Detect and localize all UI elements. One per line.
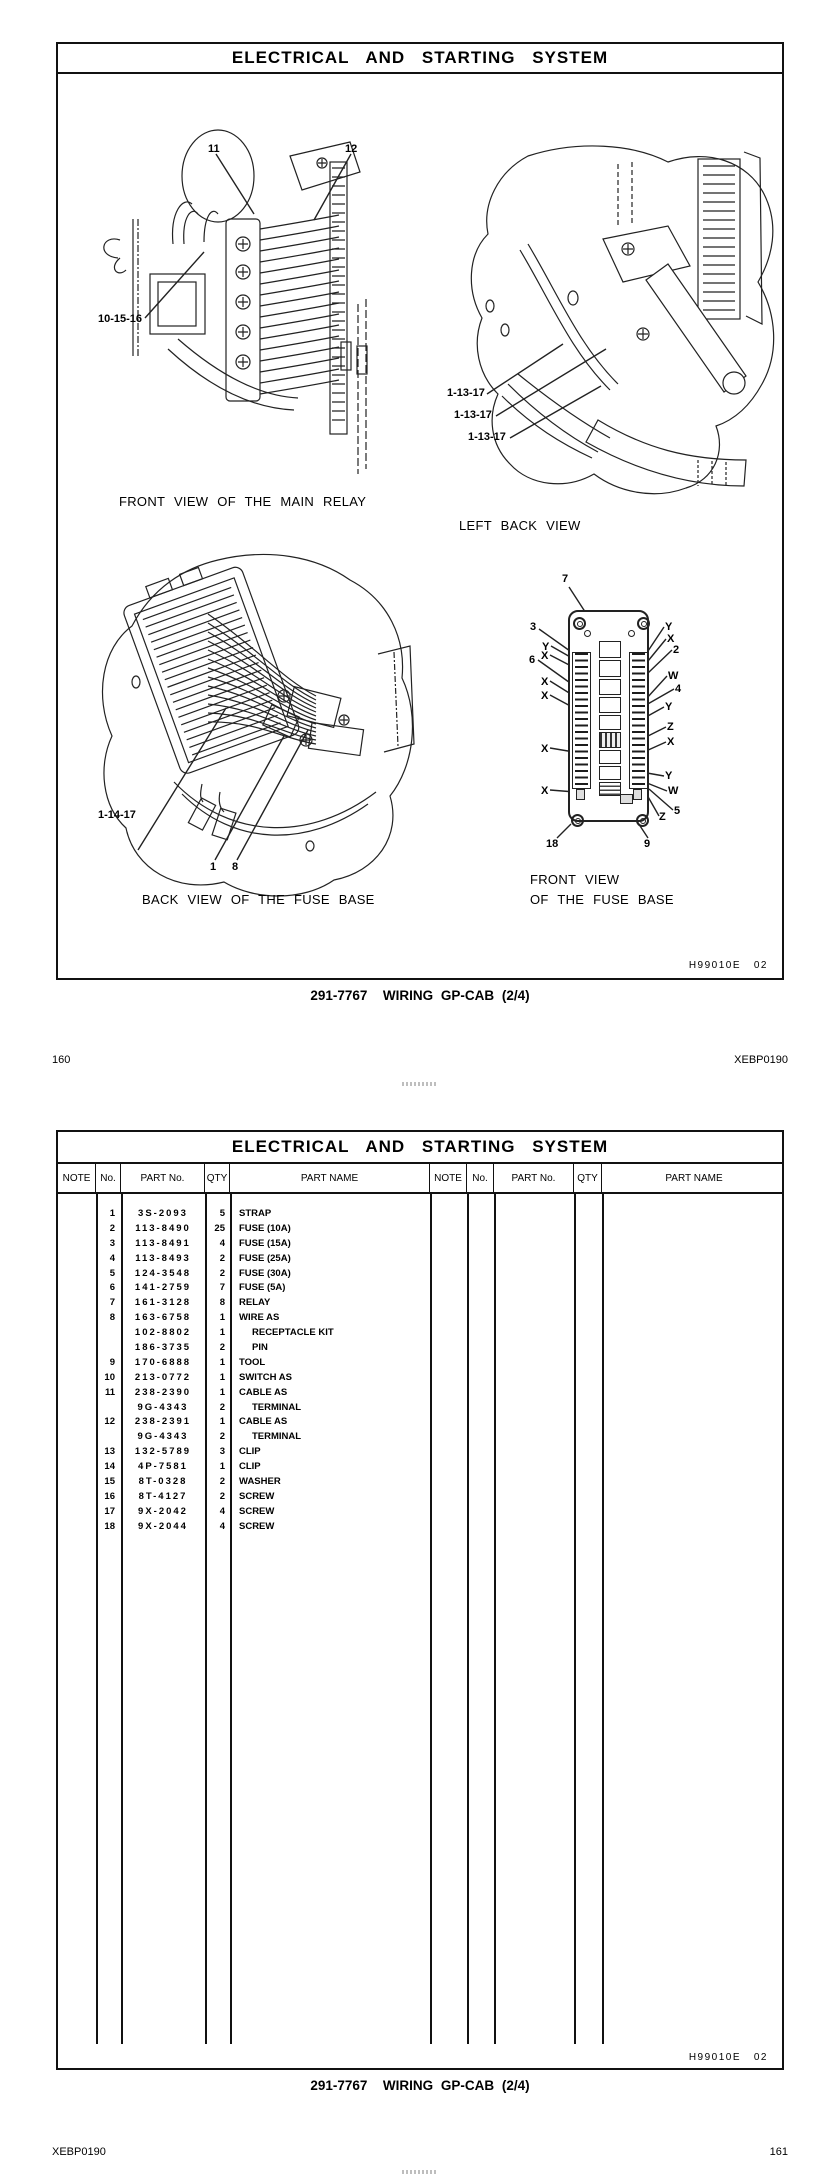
cell-part-name: SCREW (239, 1520, 275, 1532)
cell-part-name: FUSE (10A) (239, 1222, 291, 1234)
print-registration-mark (402, 2170, 438, 2174)
fuse-base-panel (568, 610, 649, 822)
cell-no: 15 (104, 1476, 115, 1488)
cell-part-no: 4P-7581 (138, 1461, 188, 1473)
cell-no: 6 (109, 1282, 115, 1294)
cell-qty: 7 (219, 1282, 225, 1294)
table-row (58, 1460, 782, 1475)
cell-no (96, 1401, 121, 1416)
cell-no: 8 (109, 1312, 115, 1324)
page-number: 161 (769, 2146, 788, 2158)
table-row (58, 1222, 782, 1237)
manual-code: XEBP0190 (52, 2146, 106, 2158)
page-2-caption: 291-7767 WIRING GP-CAB (2/4) (310, 2078, 530, 2093)
cell-no: 12 (104, 1416, 115, 1428)
cell-note (58, 1237, 96, 1252)
page-number: 160 (52, 1054, 71, 1066)
cell-part-no: 186-3735 (134, 1342, 192, 1354)
cell-no: 18 (104, 1520, 115, 1532)
cell-no: 2 (109, 1222, 115, 1234)
caption-left-back-view: LEFT BACK VIEW (459, 518, 581, 533)
cell-note (58, 1505, 96, 1520)
cell-qty: 2 (219, 1401, 225, 1413)
relay-slot (599, 660, 621, 677)
cell-part-name: STRAP (239, 1208, 272, 1219)
cell-qty: 1 (219, 1386, 225, 1398)
cell-note (58, 1356, 96, 1371)
page-1-caption: 291-7767 WIRING GP-CAB (2/4) (310, 988, 530, 1003)
cell-no: 14 (104, 1461, 115, 1473)
table-row (58, 1267, 782, 1282)
cell-no: 11 (104, 1386, 115, 1398)
cell-part-name: RECEPTACLE KIT (252, 1327, 334, 1339)
screw-icon (571, 814, 584, 827)
table-row (58, 1296, 782, 1311)
cell-part-name: TOOL (239, 1356, 266, 1368)
table-row (58, 1475, 782, 1490)
cell-part-no: 9G-4343 (137, 1431, 189, 1443)
drawing-ref-code: H99010E 02 (688, 2052, 768, 2063)
callout-right-11: Z (659, 811, 666, 823)
connector-tab (633, 789, 642, 800)
header-qty-right: QTY (574, 1164, 602, 1192)
page-title: ELECTRICAL AND STARTING SYSTEM (58, 44, 782, 74)
cell-part-name: FUSE (5A) (239, 1282, 286, 1294)
fuse-slot-column-left (572, 652, 591, 789)
cell-note (58, 1267, 96, 1282)
cell-part-no: 213-0772 (134, 1371, 192, 1383)
screw-icon (637, 617, 650, 630)
page-1-diagrams (56, 42, 784, 980)
callout-right-6: Z (667, 721, 674, 733)
cell-qty: 1 (219, 1416, 225, 1428)
callout-1-13-17-a: 1-13-17 (447, 387, 485, 399)
relay-slot (599, 715, 621, 730)
cell-part-no: 9X-2042 (138, 1505, 188, 1517)
cell-note (58, 1460, 96, 1475)
header-qty: QTY (205, 1164, 230, 1192)
callout-1-14-17: 1-14-17 (98, 809, 136, 821)
table-row (58, 1490, 782, 1505)
cell-part-name: SCREW (239, 1490, 275, 1502)
table-row (58, 1341, 782, 1356)
header-no-right: No. (467, 1164, 494, 1192)
callout-right-2: 2 (673, 644, 680, 656)
cell-note (58, 1281, 96, 1296)
callout-11: 11 (208, 143, 220, 155)
callout-right-3: W (668, 670, 679, 682)
page-2-parts-list (56, 1130, 784, 2070)
callout-right-4: 4 (675, 683, 682, 695)
cell-part-no: 238-2390 (134, 1386, 192, 1398)
callout-left-7: X (541, 785, 549, 797)
callout-left-2: X (541, 650, 549, 662)
cell-part-name: WASHER (239, 1476, 281, 1488)
cell-part-no: 9G-4343 (137, 1401, 189, 1413)
cell-qty: 3 (219, 1446, 225, 1458)
cell-note (58, 1475, 96, 1490)
cell-qty: 2 (219, 1490, 225, 1502)
header-part-no-right: PART No. (494, 1164, 574, 1192)
cell-part-name: CLIP (239, 1461, 261, 1473)
cell-note (58, 1520, 96, 1535)
cell-part-name: PIN (252, 1342, 268, 1354)
manual-code: XEBP0190 (734, 1054, 788, 1066)
cell-part-no: 113-8493 (135, 1252, 191, 1264)
table-row (58, 1430, 782, 1445)
callout-right-5: Y (665, 701, 673, 713)
table-row (58, 1415, 782, 1430)
table-row (58, 1311, 782, 1326)
hole-icon (628, 630, 635, 637)
cell-part-name: FUSE (25A) (239, 1252, 291, 1264)
callout-1: 1 (210, 861, 217, 873)
caption-fuse-front-line1: FRONT VIEW (530, 872, 620, 887)
cell-qty: 5 (219, 1208, 225, 1219)
table-row (58, 1281, 782, 1296)
cell-part-no: 3S-2093 (138, 1208, 188, 1219)
caption-fuse-front (530, 870, 674, 910)
parts-table-body (58, 1194, 782, 2044)
page-2-footer (52, 2146, 788, 2158)
cell-qty: 1 (219, 1327, 225, 1339)
callout-12: 12 (345, 143, 358, 155)
cell-part-name: WIRE AS (239, 1312, 280, 1324)
caption-fuse-front-line2: OF THE FUSE BASE (530, 892, 674, 907)
cell-part-name: CABLE AS (239, 1416, 288, 1428)
callout-left-0: 3 (530, 621, 537, 633)
drawing-ref-code: H99010E 02 (688, 960, 768, 971)
cell-part-no: 170-6888 (134, 1356, 192, 1368)
cell-part-no: 161-3128 (134, 1297, 192, 1309)
cell-qty: 2 (219, 1342, 225, 1354)
cell-no (96, 1341, 121, 1356)
cell-qty: 1 (219, 1461, 225, 1473)
cell-note (58, 1371, 96, 1386)
table-row (58, 1326, 782, 1341)
cell-note (58, 1401, 96, 1416)
cell-note (58, 1222, 96, 1237)
cell-qty: 4 (219, 1520, 225, 1532)
page-1-footer (52, 1054, 788, 1066)
terminal-grid-block (599, 782, 621, 796)
cell-part-name: TERMINAL (252, 1431, 302, 1443)
table-row (58, 1237, 782, 1252)
screw-icon (636, 814, 649, 827)
cell-part-name: TERMINAL (252, 1401, 302, 1413)
table-row (58, 1371, 782, 1386)
cell-note (58, 1415, 96, 1430)
cell-note (58, 1386, 96, 1401)
cell-note (58, 1490, 96, 1505)
cell-part-no: 102-8802 (134, 1327, 192, 1339)
screw-icon (573, 617, 586, 630)
connector-tab (576, 789, 585, 800)
callout-1-13-17-c: 1-13-17 (468, 431, 506, 443)
cell-no: 17 (104, 1505, 115, 1517)
callout-10-15-16: 10-15-16 (98, 313, 143, 325)
caption-main-relay: FRONT VIEW OF THE MAIN RELAY (119, 494, 367, 509)
cell-part-no: 8T-4127 (138, 1490, 188, 1502)
callout-left-4: X (541, 676, 549, 688)
relay-slot (599, 766, 621, 780)
cell-note (58, 1252, 96, 1267)
cell-part-name: SCREW (239, 1505, 275, 1517)
header-part-no: PART No. (121, 1164, 205, 1192)
cell-note (58, 1326, 96, 1341)
cell-qty: 2 (219, 1476, 225, 1488)
cell-part-no: 113-8490 (135, 1222, 191, 1234)
cell-note (58, 1341, 96, 1356)
cell-part-no: 8T-0328 (138, 1476, 188, 1488)
cell-no: 13 (104, 1446, 115, 1458)
cell-part-name: CABLE AS (239, 1386, 288, 1398)
cell-no (96, 1326, 121, 1341)
cell-part-name: CLIP (239, 1446, 261, 1458)
table-row (58, 1401, 782, 1416)
parts-table-header (58, 1164, 782, 1194)
cell-part-name: RELAY (239, 1297, 271, 1309)
relay-slot (599, 679, 621, 695)
fuse-slot-column-right (629, 652, 648, 789)
callout-right-0: Y (665, 621, 673, 633)
cell-part-no: 124-3548 (134, 1267, 192, 1279)
header-note: NOTE (58, 1164, 96, 1192)
cell-no: 4 (109, 1252, 115, 1264)
callout-right-8: Y (665, 770, 673, 782)
callout-left-5: X (541, 690, 549, 702)
parts-rows (58, 1207, 782, 1535)
cell-note (58, 1296, 96, 1311)
cell-part-no: 9X-2044 (138, 1520, 188, 1532)
cell-qty: 25 (214, 1222, 225, 1234)
cell-part-name: SWITCH AS (239, 1371, 292, 1383)
callout-right-1: X (667, 633, 675, 645)
table-row (58, 1520, 782, 1535)
callout-right-10: 5 (674, 805, 681, 817)
cell-part-no: 238-2391 (134, 1416, 192, 1428)
cell-qty: 1 (219, 1371, 225, 1383)
cell-no: 5 (109, 1267, 115, 1279)
cell-part-name: FUSE (30A) (239, 1267, 291, 1279)
cell-part-no: 141-2759 (134, 1282, 192, 1294)
cell-no: 16 (104, 1490, 115, 1502)
cell-note (58, 1311, 96, 1326)
header-part-name: PART NAME (230, 1164, 430, 1192)
callout-left-1: Y (542, 641, 550, 653)
cell-part-no: 163-6758 (134, 1312, 192, 1324)
header-note-right: NOTE (430, 1164, 467, 1192)
relay-slot (599, 750, 621, 764)
cell-qty: 8 (219, 1297, 225, 1309)
table-row (58, 1445, 782, 1460)
cell-no: 7 (109, 1297, 115, 1309)
callout-right-9: W (668, 785, 679, 797)
cell-no: 3 (109, 1237, 115, 1249)
cell-part-no: 132-5789 (134, 1446, 192, 1458)
cell-qty: 1 (219, 1312, 225, 1324)
print-registration-mark (402, 1082, 438, 1086)
cell-qty: 4 (219, 1237, 225, 1249)
table-row (58, 1252, 782, 1267)
callout-left-3: 6 (529, 654, 536, 666)
connector-block (599, 732, 621, 748)
cell-qty: 2 (219, 1267, 225, 1279)
cell-no (96, 1430, 121, 1445)
hole-icon (584, 630, 591, 637)
callout-right-7: X (667, 736, 675, 748)
header-no: No. (96, 1164, 121, 1192)
cell-no: 10 (104, 1371, 115, 1383)
relay-slot (599, 641, 621, 658)
callout-8: 8 (232, 861, 239, 873)
callout-18: 18 (546, 838, 559, 850)
table-row (58, 1207, 782, 1222)
connector-tab (620, 794, 633, 804)
cell-no: 9 (109, 1356, 115, 1368)
cell-note (58, 1445, 96, 1460)
cell-qty: 2 (219, 1252, 225, 1264)
table-row (58, 1386, 782, 1401)
relay-slot (599, 697, 621, 713)
table-row (58, 1505, 782, 1520)
callout-7: 7 (562, 573, 569, 585)
cell-qty: 2 (219, 1431, 225, 1443)
cell-note (58, 1430, 96, 1445)
cell-no: 1 (109, 1208, 115, 1219)
callout-1-13-17-b: 1-13-17 (454, 409, 492, 421)
cell-part-no: 113-8491 (135, 1237, 191, 1249)
cell-qty: 4 (219, 1505, 225, 1517)
cell-qty: 1 (219, 1356, 225, 1368)
callout-9: 9 (644, 838, 651, 850)
wiring-diagrams-drawing (58, 44, 786, 982)
cell-note (58, 1207, 96, 1222)
cell-part-name: FUSE (15A) (239, 1237, 291, 1249)
page-title: ELECTRICAL AND STARTING SYSTEM (58, 1132, 782, 1164)
header-part-name-right: PART NAME (665, 1172, 723, 1184)
caption-fuse-back: BACK VIEW OF THE FUSE BASE (142, 892, 375, 907)
table-row (58, 1356, 782, 1371)
callout-left-6: X (541, 743, 549, 755)
